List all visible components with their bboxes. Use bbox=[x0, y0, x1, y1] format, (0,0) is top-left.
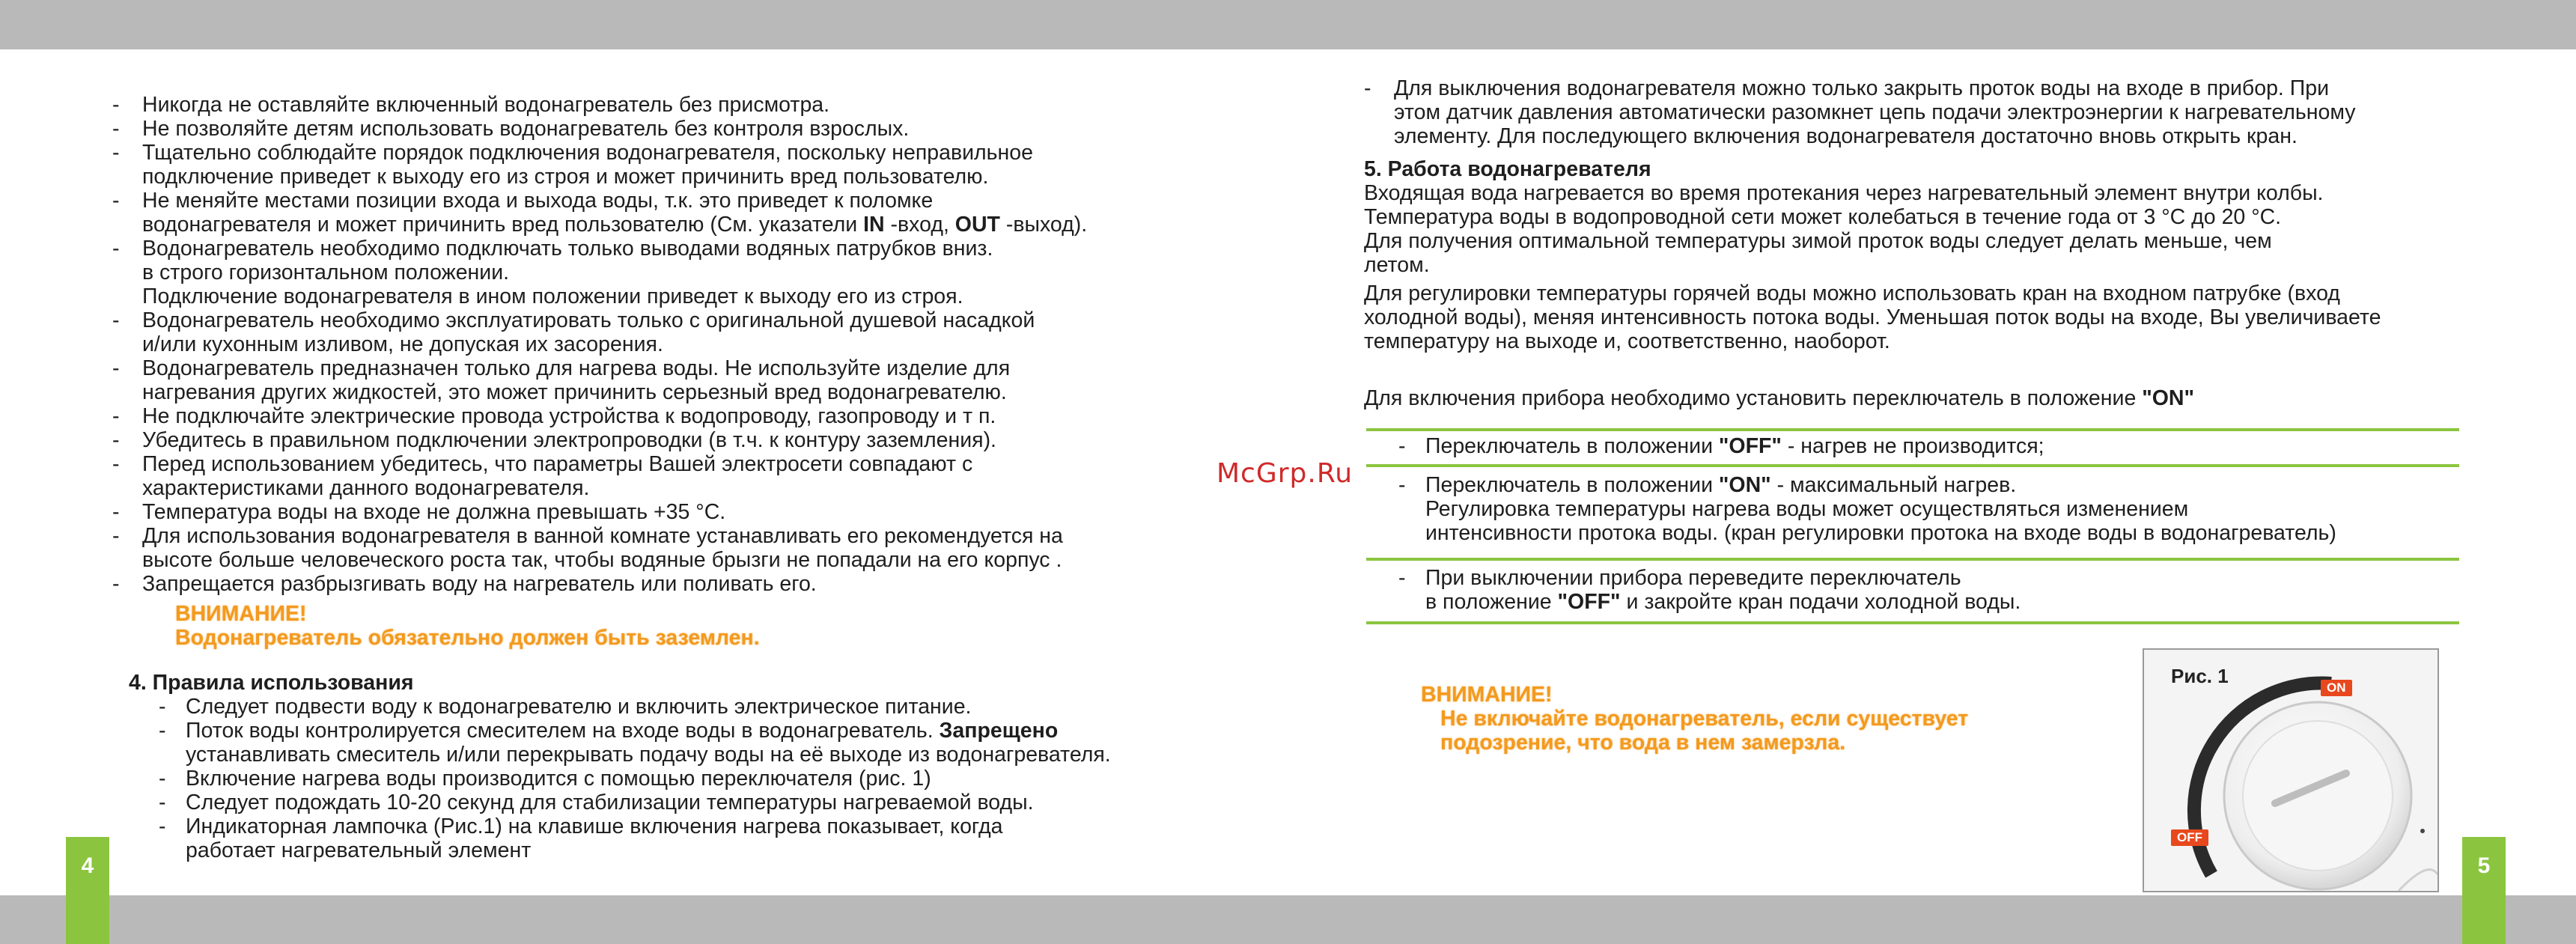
list-item: - Следует подождать 10-20 секунд для стабилизации температуры нагреваемой воды. bbox=[159, 791, 1034, 814]
list-item: - Тщательно соблюдайте порядок подключения водонагревателя, поскольку неправильное подключение приведет к выходу его из строя и может причинить вред пользователю. bbox=[112, 141, 1033, 189]
list-item: - Индикаторная лампочка (Рис.1) на клавише включения нагрева показывает, когда работает нагревательный элемент bbox=[159, 814, 1003, 862]
in-out-line: водонагревателя и может причинить вред пользователю (См. указатели IN -вход, OUT -выход). bbox=[142, 213, 1088, 237]
warning-title: ВНИМАНИЕ! bbox=[175, 602, 307, 626]
page-number-right: 5 bbox=[2462, 837, 2506, 944]
list-item: - Водонагреватель необходимо подключать только выводами водяных патрубков вниз. в строго горизонтальном положении. Подключение водонагревателя в ином положении приведет к выходу его из строя. bbox=[112, 237, 993, 308]
list-item: - Температура воды на входе не должна превышать +35 °С. bbox=[112, 500, 726, 524]
section-title: 4. Правила использования bbox=[129, 671, 414, 695]
list-item: - Не меняйте местами позиции входа и выхода воды, т.к. это приведет к поломке водонагревателя и может причинить вред пользователю (См. указатели IN -вход, OUT -выход). bbox=[112, 189, 1273, 237]
list-item: - Не подключайте электрические провода устройства к водопроводу, газопроводу и т п. bbox=[112, 404, 996, 428]
divider bbox=[1366, 428, 2459, 431]
list-item: - Перед использованием убедитесь, что параметры Вашей электросети совпадают с характеристиками данного водонагревателя. bbox=[112, 452, 973, 500]
watermark: McGrp.Ru bbox=[1217, 458, 1354, 489]
on-badge: ON bbox=[2321, 680, 2352, 696]
top-band bbox=[0, 0, 2576, 49]
list-item: - Водонагреватель необходимо эксплуатировать только с оригинальной душевой насадкой и/или кухонным изливом, не допуская их засорения. bbox=[112, 308, 1035, 356]
figure-label: Рис. 1 bbox=[2171, 665, 2229, 687]
list-item: - Для использования водонагревателя в ванной комнате устанавливать его рекомендуется на высоте больше человеческого роста так, чтобы водяные брызги не попадали на его корпус . bbox=[112, 524, 1063, 572]
off-badge: OFF bbox=[2171, 829, 2208, 846]
out-label: OUT bbox=[954, 213, 1000, 237]
shutdown-row: - При выключении прибора переведите переключатель в положение "OFF" и закройте кран подачи холодной воды. bbox=[1398, 566, 2021, 614]
usage-list bbox=[159, 695, 1273, 862]
left-page-content bbox=[112, 93, 1273, 862]
list-item: - Никогда не оставляйте включенный водонагреватель без присмотра. bbox=[112, 93, 830, 117]
grounding-warning bbox=[175, 602, 1273, 650]
switch-intro: Для включения прибора необходимо установить переключатель в положение "ON" bbox=[1364, 386, 2194, 410]
warning-text: Водонагреватель обязательно должен быть заземлен. bbox=[175, 626, 760, 650]
bottom-band bbox=[0, 895, 2576, 944]
off-row: - Переключатель в положении "OFF" - нагрев не производится; bbox=[1398, 434, 2044, 458]
on-row: - Переключатель в положении "ON" - максимальный нагрев. Регулировка температуры нагрева воды может осуществляться изменением интенсивности протока воды. (кран регулировки протока на входе воды в водонагреватель) bbox=[1398, 473, 2336, 545]
switch-knob-icon bbox=[2144, 650, 2438, 891]
divider bbox=[1366, 621, 2459, 624]
list-item: - Не позволяйте детям использовать водонагреватель без контроля взрослых. bbox=[112, 117, 910, 141]
safety-list bbox=[112, 93, 1273, 596]
paragraph: Входящая вода нагревается во время протекания через нагревательный элемент внутри колбы. Температура воды в водопроводной сети может колебаться в течение года от 3 °С до 20 °С. Для получения оптимальной температуры зимой проток воды следует делать меньше, чем летом. bbox=[1364, 181, 2324, 277]
page-number-left: 4 bbox=[66, 837, 109, 944]
list-item: - Водонагреватель предназначен только для нагрева воды. Не используйте изделие для нагревания других жидкостей, это может причинить серьезный вред водонагревателю. bbox=[112, 356, 1011, 404]
list-item: - Для выключения водонагревателя можно только закрыть проток воды на входе в прибор. При этом датчик давления автоматически разомкнет цепь подачи электроэнергии к нагревательному элементу. Для последующего включения водонагревателя достаточно вновь открыть кран. bbox=[1364, 76, 2356, 148]
warning-title: ВНИМАНИЕ! bbox=[1421, 683, 1553, 707]
list-item: - Убедитесь в правильном подключении электропроводки (в т.ч. к контуру заземления). bbox=[112, 428, 996, 452]
list-item: - Включение нагрева воды производится с помощью переключателя (рис. 1) bbox=[159, 767, 931, 791]
list-item: - Запрещается разбрызгивать воду на нагреватель или поливать его. bbox=[112, 572, 817, 596]
divider bbox=[1366, 558, 2459, 561]
list-item: - Следует подвести воду к водонагревателю и включить электрическое питание. bbox=[159, 695, 972, 719]
section-4 bbox=[129, 671, 1273, 862]
paragraph: Для регулировки температуры горячей воды можно использовать кран на входном патрубке (вход холодной воды), меняя интенсивность потока воды. Уменьшая поток воды на входе, Вы увеличиваете температуру на выходе и, соответственно, наоборот. bbox=[1364, 281, 2381, 353]
section-title: 5. Работа водонагревателя bbox=[1364, 157, 1651, 181]
forbidden-word: Запрещено bbox=[939, 719, 1059, 743]
divider bbox=[1366, 464, 2459, 467]
in-label: IN bbox=[863, 213, 885, 237]
switch-figure bbox=[2143, 648, 2439, 892]
right-page-content bbox=[1364, 76, 2472, 410]
section-5 bbox=[1364, 157, 2472, 353]
list-item: - Поток воды контролируется смесителем на входе воды в водонагреватель. Запрещено устанавливать смеситель и/или перекрывать подачу воды на её выходе из водонагревателя. bbox=[159, 719, 1111, 767]
freeze-warning: ВНИМАНИЕ! Не включайте водонагреватель, если существует подозрение, что вода в нем замерзла. bbox=[1421, 683, 1969, 755]
